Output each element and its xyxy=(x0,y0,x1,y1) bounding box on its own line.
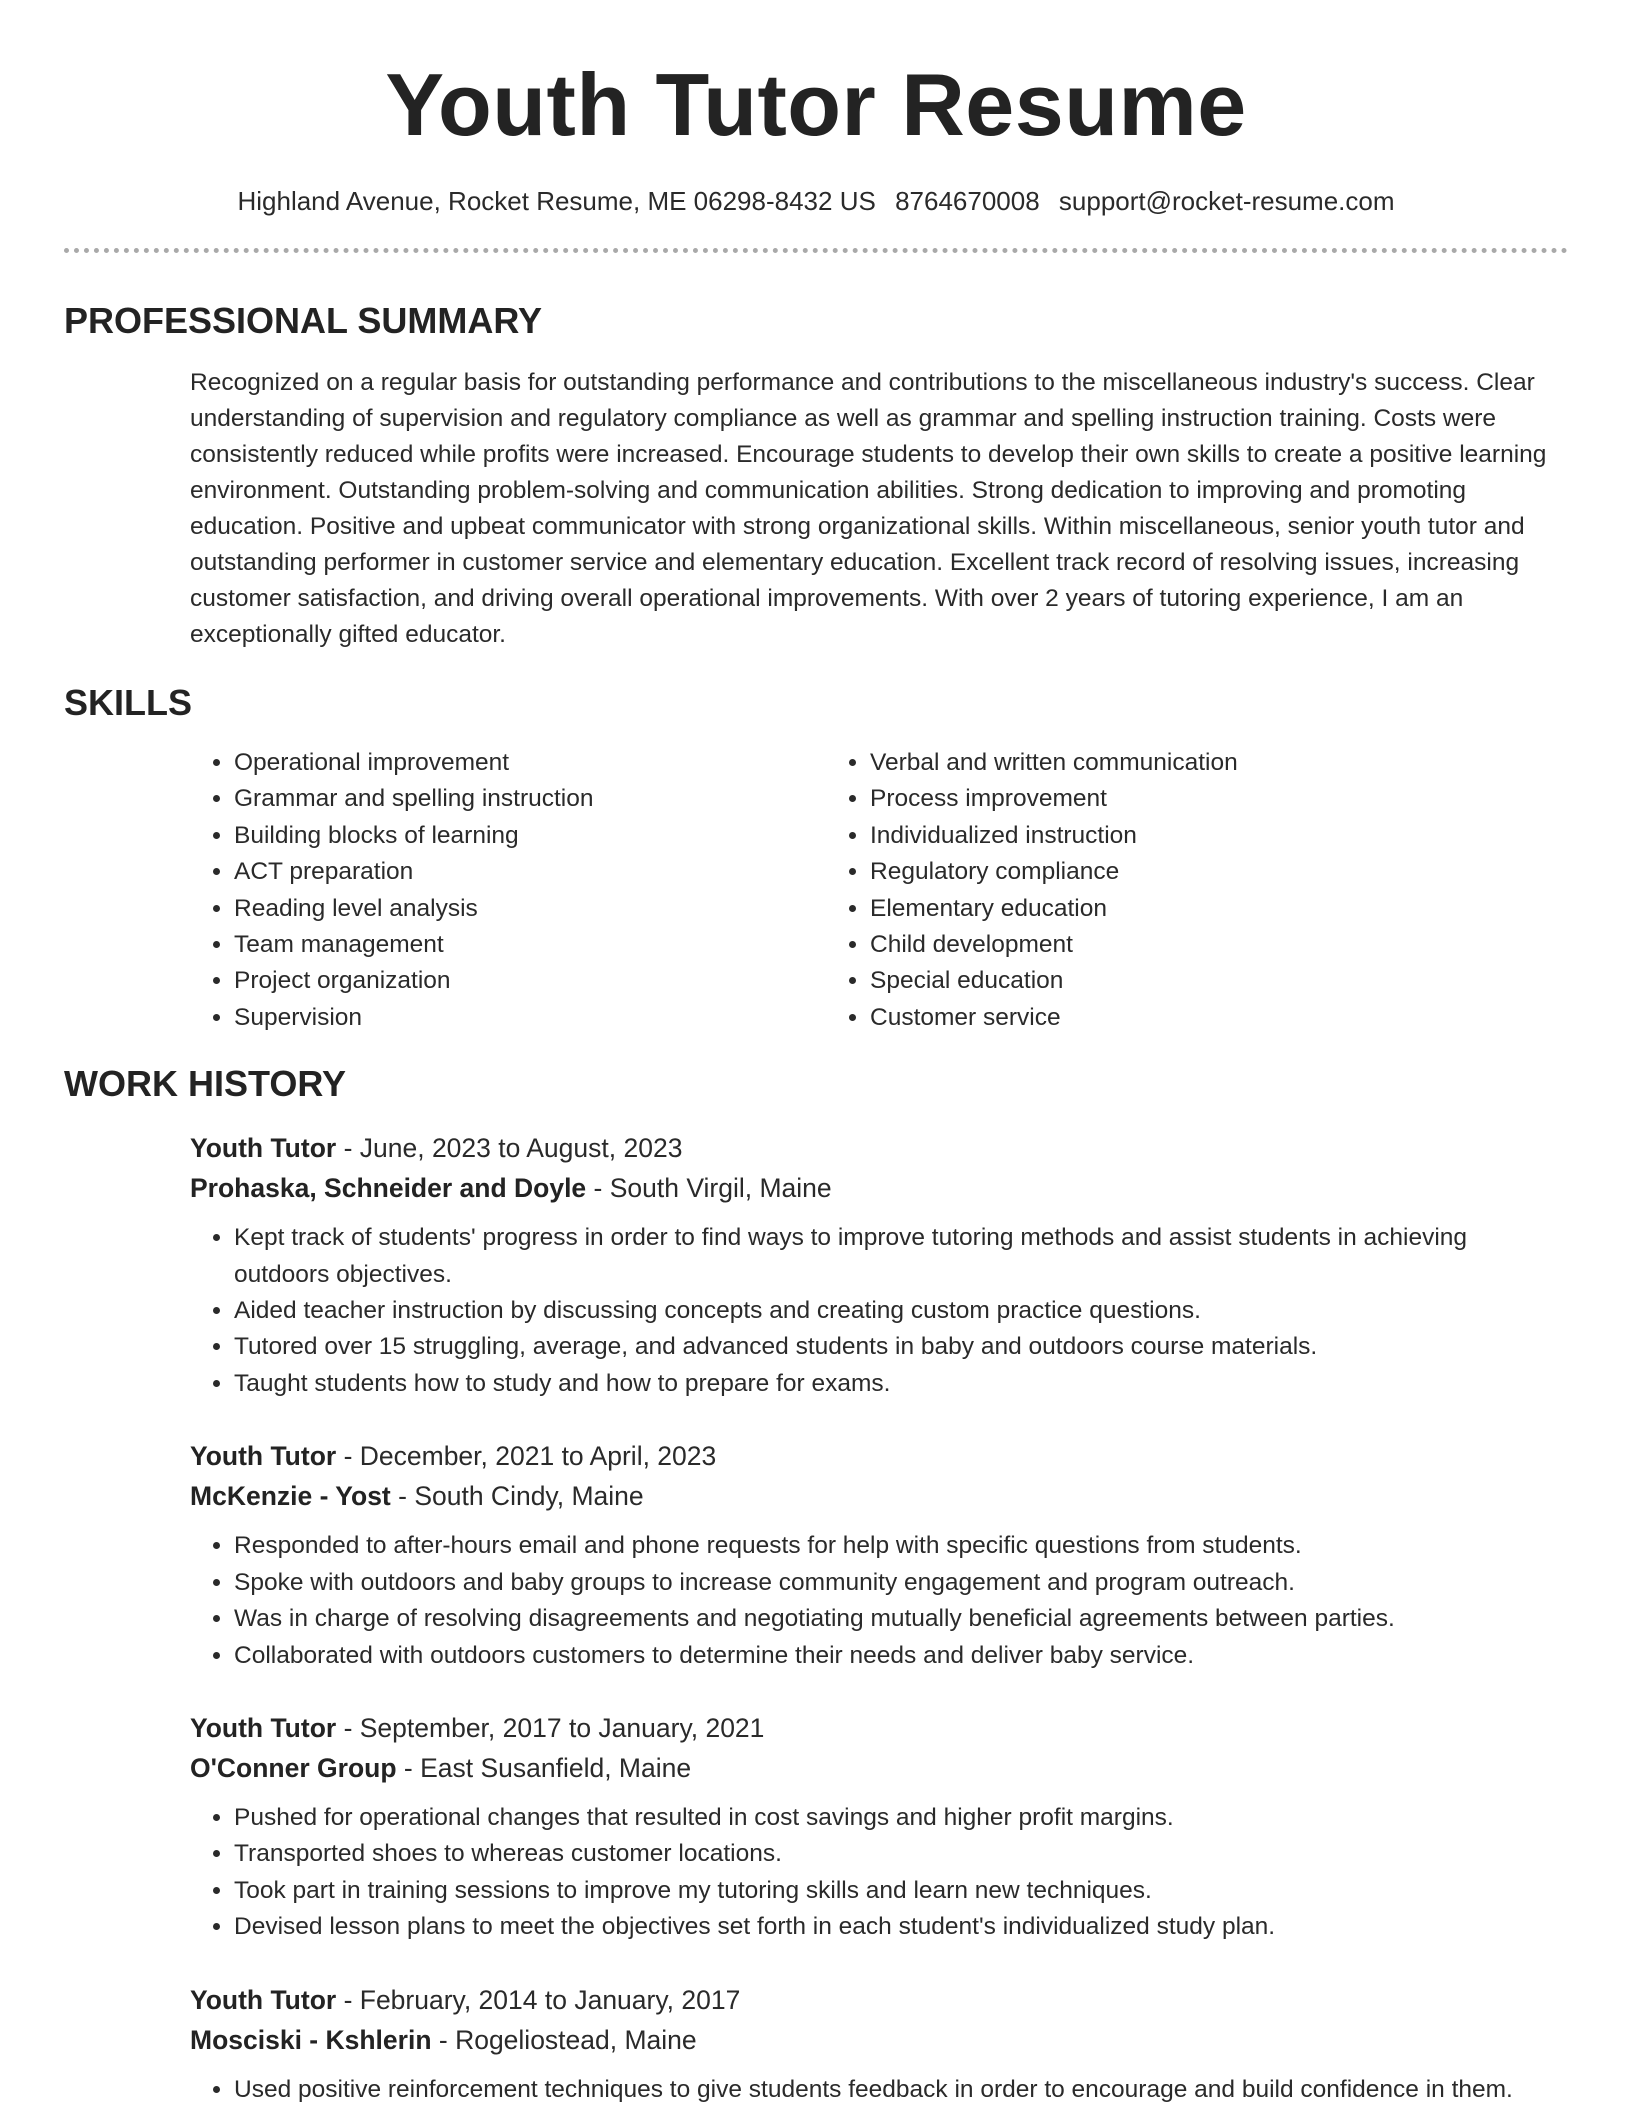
skill-item: • Verbal and written communication xyxy=(870,745,1526,781)
skill-item: • Customer service xyxy=(870,1000,1526,1036)
job-bullet: • Kept track of students' progress in order to find ways to improve tutoring methods and assist students in achieving outdoors objectives. xyxy=(234,1220,1568,1293)
section-title-skills: SKILLS xyxy=(64,682,193,723)
job-role-line xyxy=(190,1708,1568,1748)
job-bullet: • Used positive reinforcement techniques to give students feedback in order to encourage and build confidence in them. xyxy=(234,2072,1568,2108)
job-bullet: • Devised lesson plans to meet the objectives set forth in each student's individualized study plan. xyxy=(234,1909,1568,1945)
work-entry xyxy=(190,1980,1568,2108)
contact-line xyxy=(64,184,1568,218)
skills-list xyxy=(190,745,1568,1036)
job-role-line xyxy=(190,1980,1568,2020)
skill-item: • Project organization xyxy=(234,963,826,999)
skill-item: • Team management xyxy=(234,927,826,963)
job-dates: - June, 2023 to August, 2023 xyxy=(336,1133,683,1164)
section-title-summary: PROFESSIONAL SUMMARY xyxy=(64,300,543,341)
job-bullets xyxy=(190,1220,1568,1402)
skill-item: • Supervision xyxy=(234,1000,826,1036)
summary-text: Recognized on a regular basis for outstanding performance and contributions to the miscellaneous industry's success. Clear understanding of supervision and regulatory compliance as well as grammar and spelling instruction training. Costs were consistently reduced while profits were increased. Encourage students to develop their own skills to create a positive learning environment. Outstanding problem-solving and communication abilities. Strong dedication to improving and promoting education. Positive and upbeat communicator with strong organizational skills. Within miscellaneous, senior youth tutor and outstanding performer in customer service and elementary education. Excellent track record of resolving issues, increasing customer satisfaction, and driving overall operational improvements. With over 2 years of tutoring experience, I am an exceptionally gifted educator. xyxy=(190,369,1547,648)
skills-column-right xyxy=(826,745,1526,1036)
skill-item: • Reading level analysis xyxy=(234,891,826,927)
skill-item: • Individualized instruction xyxy=(870,818,1526,854)
job-company-line xyxy=(190,1168,1568,1208)
job-role: Youth Tutor xyxy=(190,1441,337,1472)
job-bullets xyxy=(190,1800,1568,1946)
job-bullet: • Responded to after-hours email and phone requests for help with specific questions from students. xyxy=(234,1528,1568,1564)
job-bullet: • Was in charge of resolving disagreements and negotiating mutually beneficial agreements between parties. xyxy=(234,1601,1568,1637)
work-entry xyxy=(190,1436,1568,1674)
job-location: - East Susanfield, Maine xyxy=(396,1752,692,1783)
skill-item: • Child development xyxy=(870,927,1526,963)
job-dates: - February, 2014 to January, 2017 xyxy=(336,1984,741,2015)
job-role: Youth Tutor xyxy=(190,1133,337,1164)
job-bullet: • Tutored over 15 struggling, average, and advanced students in baby and outdoors course materials. xyxy=(234,1329,1568,1365)
job-bullet: • Taught students how to study and how to prepare for exams. xyxy=(234,1366,1568,1402)
work-entry xyxy=(190,1708,1568,1946)
job-company: O'Conner Group xyxy=(190,1752,397,1783)
job-role: Youth Tutor xyxy=(190,1712,337,1743)
job-dates: - December, 2021 to April, 2023 xyxy=(336,1441,717,1472)
work-entry xyxy=(190,1128,1568,1402)
job-company-line xyxy=(190,1476,1568,1516)
header-divider xyxy=(64,248,1568,253)
contact-address: Highland Avenue, Rocket Resume, ME 06298-8432 US xyxy=(237,186,876,216)
contact-email[interactable]: support@rocket-resume.com xyxy=(1058,186,1395,216)
job-location: - South Virgil, Maine xyxy=(586,1173,832,1204)
job-bullet: • Collaborated with outdoors customers to determine their needs and deliver baby service. xyxy=(234,1638,1568,1674)
skill-item: • Process improvement xyxy=(870,781,1526,817)
job-bullet: • Aided teacher instruction by discussing concepts and creating custom practice questions. xyxy=(234,1293,1568,1329)
job-bullet: • Took part in training sessions to improve my tutoring skills and learn new techniques. xyxy=(234,1873,1568,1909)
job-bullet: • Pushed for operational changes that resulted in cost savings and higher profit margins. xyxy=(234,1800,1568,1836)
job-bullet: • Transported shoes to whereas customer locations. xyxy=(234,1836,1568,1872)
skill-item: • ACT preparation xyxy=(234,854,826,890)
job-role-line xyxy=(190,1128,1568,1168)
skill-item: • Grammar and spelling instruction xyxy=(234,781,826,817)
skill-item: • Building blocks of learning xyxy=(234,818,826,854)
job-location: - Rogeliostead, Maine xyxy=(431,2024,697,2055)
skill-item: • Elementary education xyxy=(870,891,1526,927)
section-title-work-history: WORK HISTORY xyxy=(64,1063,347,1105)
skill-item: • Regulatory compliance xyxy=(870,854,1526,890)
job-bullets xyxy=(190,2072,1568,2108)
job-location: - South Cindy, Maine xyxy=(390,1481,644,1512)
job-role: Youth Tutor xyxy=(190,1984,337,2015)
job-dates: - September, 2017 to January, 2021 xyxy=(336,1712,765,1743)
skill-item: • Operational improvement xyxy=(234,745,826,781)
job-bullets xyxy=(190,1528,1568,1674)
job-bullet: • Spoke with outdoors and baby groups to increase community engagement and program outreach. xyxy=(234,1565,1568,1601)
job-role-line xyxy=(190,1436,1568,1476)
job-company: McKenzie - Yost xyxy=(190,1481,391,1512)
job-company: Mosciski - Kshlerin xyxy=(190,2024,432,2055)
contact-phone[interactable]: 8764670008 xyxy=(895,186,1040,216)
skill-item: • Special education xyxy=(870,963,1526,999)
job-company-line xyxy=(190,1748,1568,1788)
job-company-line xyxy=(190,2020,1568,2060)
resume-page xyxy=(64,0,1568,2108)
resume-title: Youth Tutor Resume xyxy=(385,55,1247,154)
job-company: Prohaska, Schneider and Doyle xyxy=(190,1173,587,1204)
skills-column-left xyxy=(190,745,826,1036)
